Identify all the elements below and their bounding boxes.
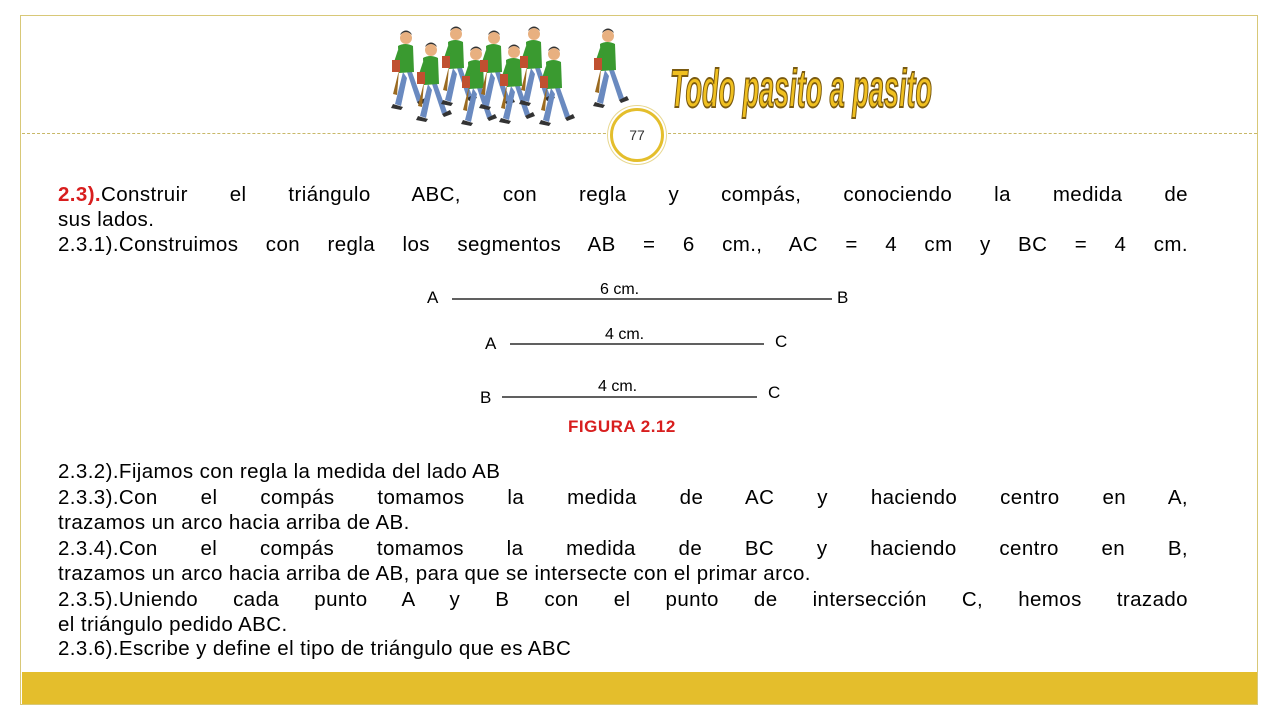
segment-ac-right-label: C xyxy=(775,332,788,351)
segment-bc-right-label: C xyxy=(768,383,781,402)
step-text-line2: trazamos un arco hacia arriba de AB. xyxy=(58,511,410,534)
step-2-3-1 xyxy=(58,232,1188,257)
segment-ab-right-label: B xyxy=(837,288,849,307)
step-text-line2: el triángulo pedido ABC. xyxy=(58,613,288,636)
step-text-line1: 2.3.5).Uniendo cada punto A y B con el punto de intersección C, hemos trazado xyxy=(58,588,1188,611)
segment-ab-left-label: A xyxy=(427,288,439,307)
segment-bc-length-label: 4 cm. xyxy=(598,378,638,395)
step-text-line1: 2.3.4).Con el compás tomamos la medida de BC y haciendo centro en B, xyxy=(58,537,1188,560)
segment-ac-length-label: 4 cm. xyxy=(605,326,645,343)
step-text: 2.3.2).Fijamos con regla la medida del lado AB xyxy=(58,460,501,483)
step-text: 2.3.6).Escribe y define el tipo de triángulo que es ABC xyxy=(58,637,572,660)
step-2-3-4 xyxy=(58,536,1188,586)
step-2-3-3 xyxy=(58,485,1188,535)
page-number-badge xyxy=(610,108,664,162)
item-2-3 xyxy=(58,182,1188,232)
figure-caption: FIGURA 2.12 xyxy=(568,417,676,436)
segment-ab xyxy=(427,281,848,307)
item-text-line1: Construir el triángulo ABC, con regla y compás, conociendo la medida de xyxy=(101,183,1188,206)
step-2-3-2 xyxy=(58,459,1188,484)
header-title xyxy=(668,58,938,128)
step-2-3-5 xyxy=(58,587,1188,637)
item-text-line2: sus lados. xyxy=(58,208,155,231)
page-number: 77 xyxy=(629,127,645,143)
segment-bc xyxy=(480,378,780,407)
segment-ac xyxy=(485,326,787,353)
step-text-line2: trazamos un arco hacia arriba de AB, para que se intersecte con el primar arco. xyxy=(58,562,811,585)
step-text-line1: 2.3.3).Con el compás tomamos la medida de AC y haciendo centro en A, xyxy=(58,486,1188,509)
step-text: 2.3.1).Construimos con regla los segmentos AB = 6 cm., AC = 4 cm y BC = 4 cm. xyxy=(58,233,1188,256)
footer-bar xyxy=(22,672,1257,704)
segment-ab-length-label: 6 cm. xyxy=(600,281,640,298)
step-2-3-6 xyxy=(58,636,1188,661)
item-number: 2.3). xyxy=(58,183,102,206)
header-title-text: Todo pasito a pasito xyxy=(670,59,932,120)
walking-people-illustration xyxy=(385,22,630,134)
segment-bc-left-label: B xyxy=(480,388,492,407)
segment-ac-left-label: A xyxy=(485,334,497,353)
